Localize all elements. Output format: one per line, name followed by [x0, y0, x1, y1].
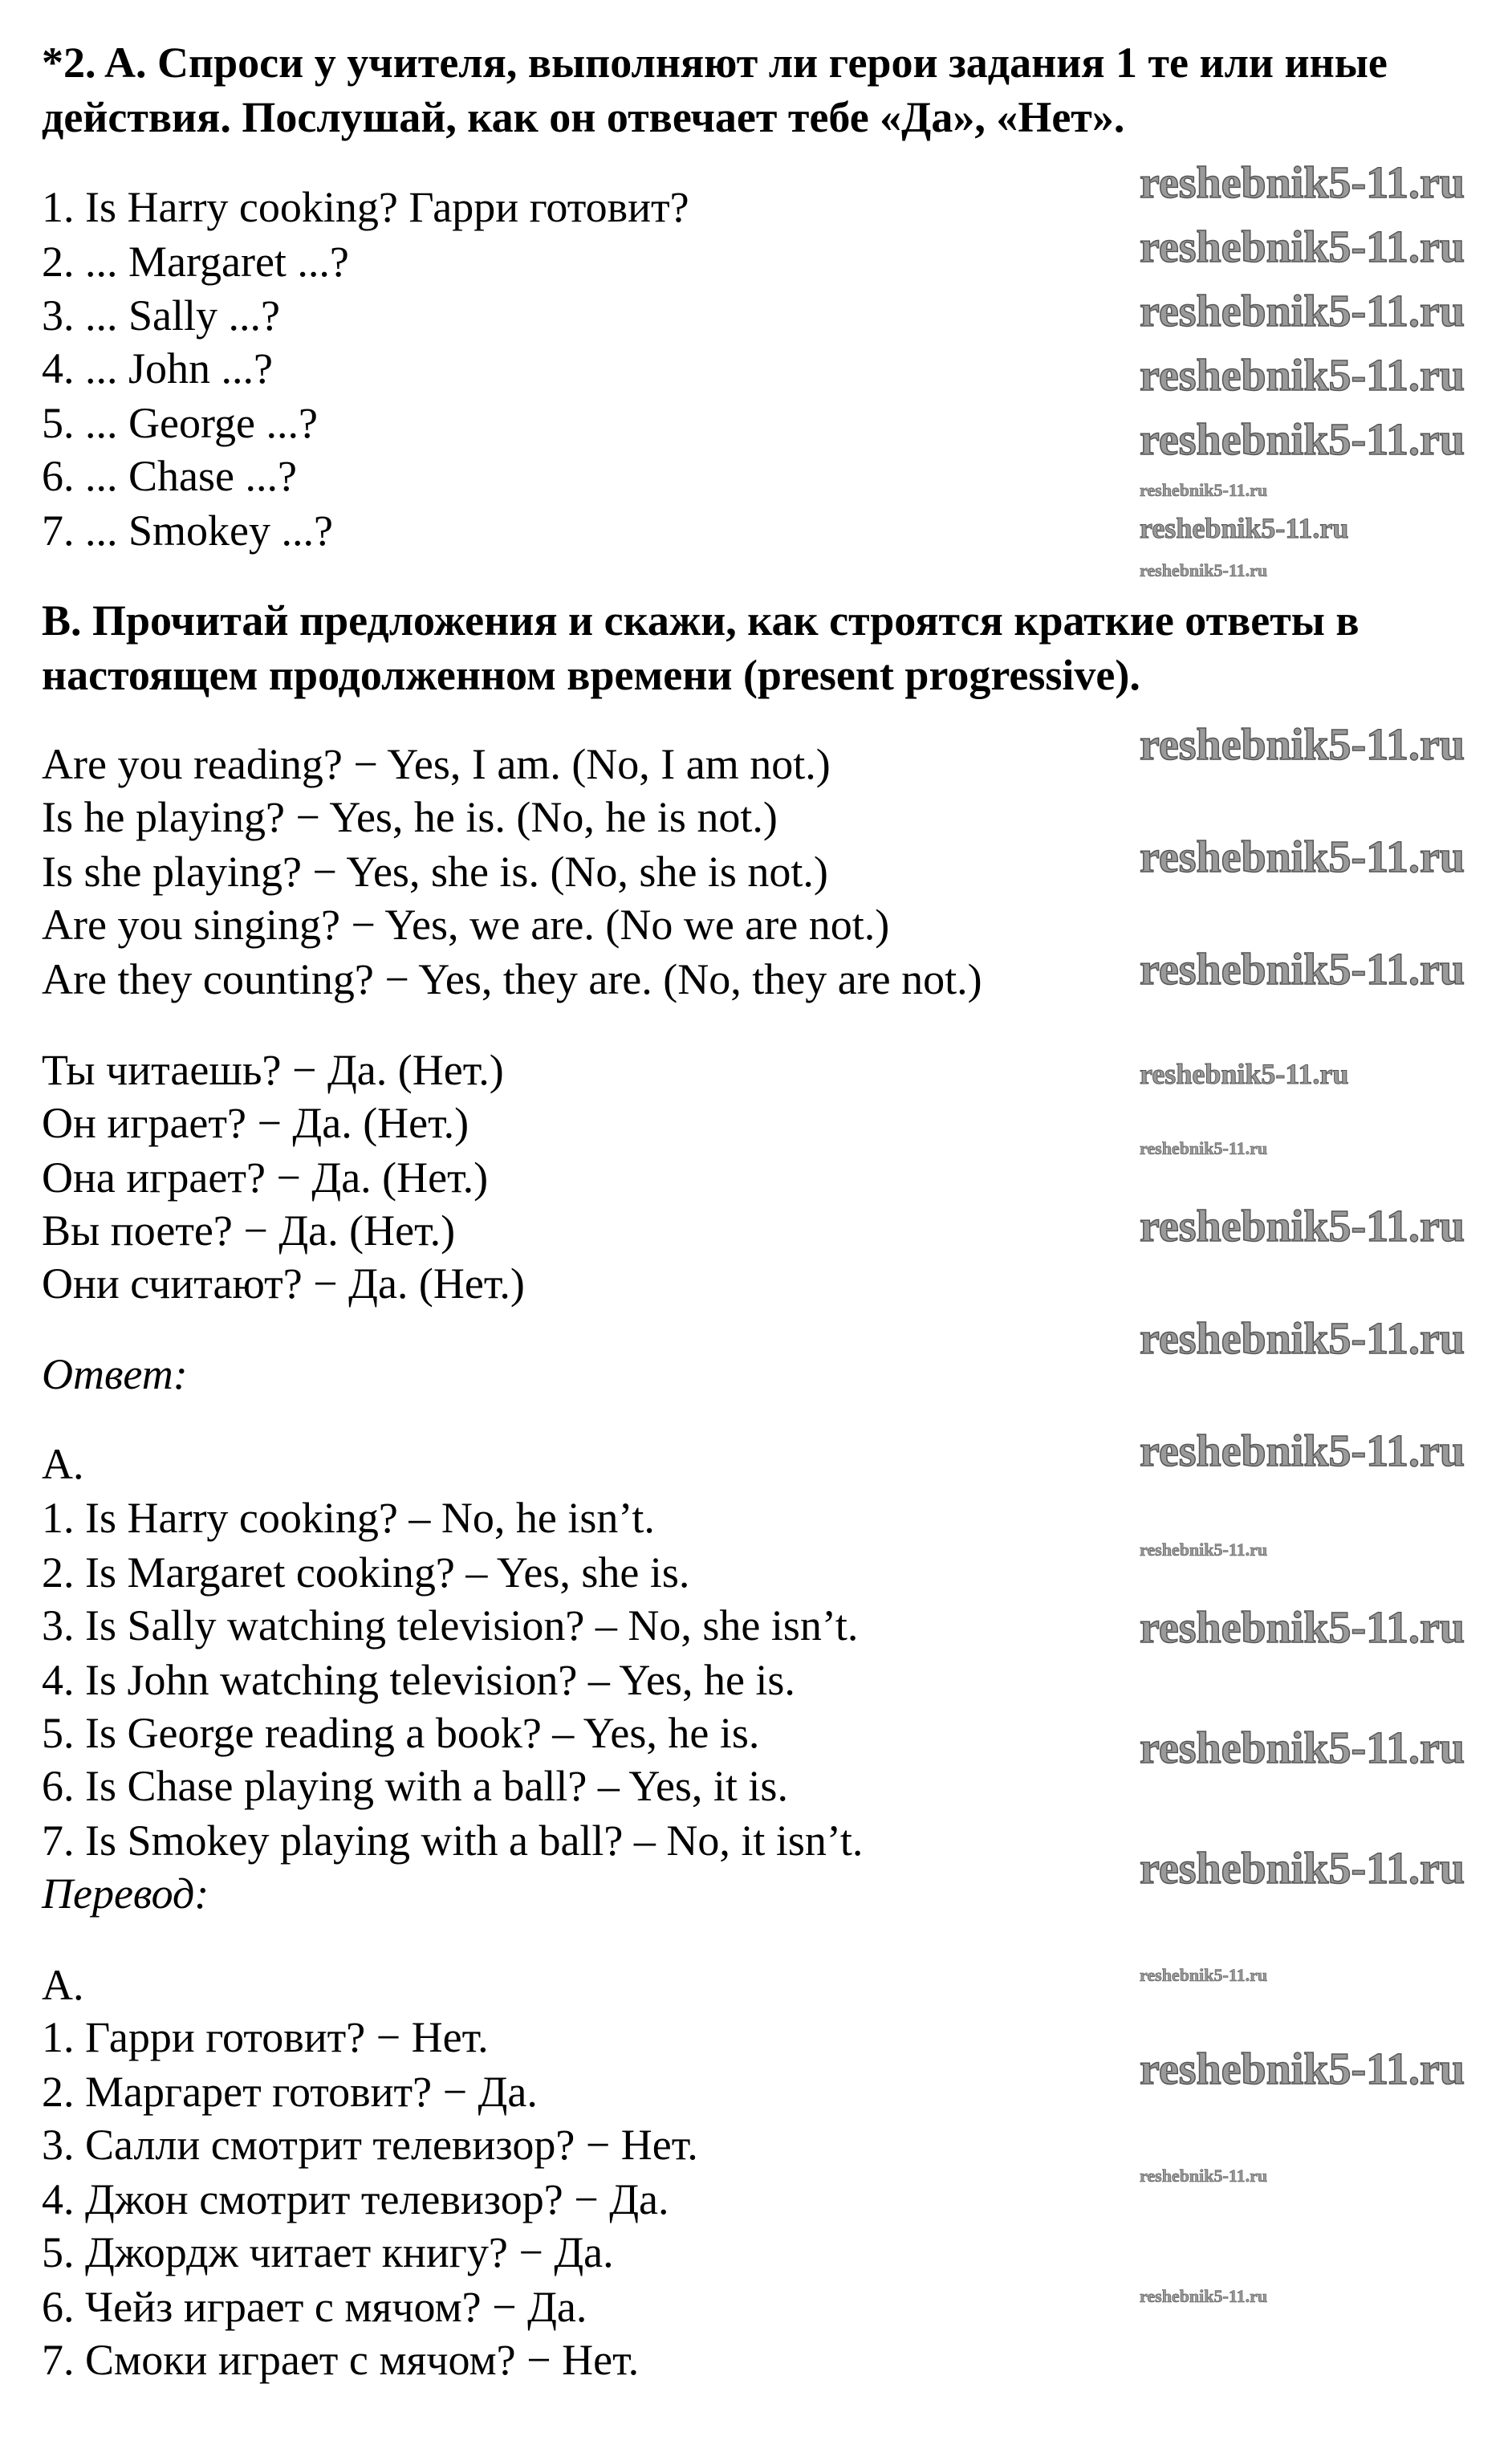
task-item: 7. ... Smokey ...?: [42, 506, 333, 555]
watermark: reshebnik5-11.ru: [1140, 1058, 1349, 1090]
watermark: reshebnik5-11.ru: [1140, 158, 1465, 208]
russian-example: Они считают? − Да. (Нет.): [42, 1259, 525, 1308]
answer-label: Ответ:: [42, 1350, 188, 1398]
watermark: reshebnik5-11.ru: [1140, 2166, 1268, 2186]
task-b-line-2: настоящем продолженном времени (present progressive).: [42, 651, 1140, 699]
answer-item: 4. Is John watching television? – Yes, he is.: [42, 1656, 795, 1704]
watermark: reshebnik5-11.ru: [1140, 512, 1349, 544]
russian-example: Она играет? − Да. (Нет.): [42, 1153, 489, 1202]
translation-item: 1. Гарри готовит? − Нет.: [42, 2013, 489, 2061]
translation-item: 3. Салли смотрит телевизор? − Нет.: [42, 2121, 698, 2169]
answer-item: 1. Is Harry cooking? – No, he isn’t.: [42, 1494, 655, 1542]
watermark: reshebnik5-11.ru: [1140, 1314, 1465, 1364]
task-item: 2. ... Margaret ...?: [42, 238, 349, 286]
translation-item: 5. Джордж читает книгу? − Да.: [42, 2228, 614, 2276]
english-example: Is she playing? − Yes, she is. (No, she is not.): [42, 848, 828, 896]
translation-item: 7. Смоки играет с мячом? − Нет.: [42, 2336, 640, 2384]
watermark: reshebnik5-11.ru: [1140, 1202, 1465, 1251]
watermark: reshebnik5-11.ru: [1140, 560, 1268, 580]
english-example: Are they counting? − Yes, they are. (No, they are not.): [42, 955, 982, 1003]
russian-example: Ты читаешь? − Да. (Нет.): [42, 1046, 504, 1094]
watermark: reshebnik5-11.ru: [1140, 2286, 1268, 2306]
answer-item: 7. Is Smokey playing with a ball? – No, it isn’t.: [42, 1816, 864, 1865]
answer-item: 2. Is Margaret cooking? – Yes, she is.: [42, 1548, 690, 1597]
watermark: reshebnik5-11.ru: [1140, 2044, 1465, 2094]
translation-label: Перевод:: [42, 1869, 209, 1918]
translation-section: A.: [42, 1961, 84, 2009]
watermark: reshebnik5-11.ru: [1140, 945, 1465, 995]
translation-item: 6. Чейз играет с мячом? − Да.: [42, 2283, 587, 2331]
english-example: Is he playing? − Yes, he is. (No, he is not.): [42, 793, 778, 841]
watermark: reshebnik5-11.ru: [1140, 1965, 1268, 1985]
watermark: reshebnik5-11.ru: [1140, 222, 1465, 272]
watermark: reshebnik5-11.ru: [1140, 351, 1465, 401]
english-example: Are you singing? − Yes, we are. (No we are not.): [42, 901, 890, 949]
answer-item: 5. Is George reading a book? – Yes, he is.: [42, 1709, 760, 1757]
watermark: reshebnik5-11.ru: [1140, 480, 1268, 500]
watermark: reshebnik5-11.ru: [1140, 720, 1465, 770]
answer-item: 3. Is Sally watching television? – No, she isn’t.: [42, 1601, 859, 1650]
watermark: reshebnik5-11.ru: [1140, 1426, 1465, 1476]
watermark: reshebnik5-11.ru: [1140, 287, 1465, 336]
task-item: 1. Is Harry cooking? Гарри готовит?: [42, 183, 689, 231]
translation-item: 2. Маргарет готовит? − Да.: [42, 2068, 538, 2116]
watermark: reshebnik5-11.ru: [1140, 1540, 1268, 1560]
task-b-line-1: B. Прочитай предложения и скажи, как строятся краткие ответы в: [42, 596, 1360, 645]
answer-section: A.: [42, 1440, 84, 1488]
watermark: reshebnik5-11.ru: [1140, 1844, 1465, 1894]
task-item: 3. ... Sally ...?: [42, 291, 280, 340]
task-item: 4. ... John ...?: [42, 344, 273, 393]
watermark: reshebnik5-11.ru: [1140, 1603, 1465, 1653]
translation-item: 4. Джон смотрит телевизор? − Да.: [42, 2175, 669, 2223]
task-title-line-1: *2. A. Спроси у учителя, выполняют ли герои задания 1 те или иные: [42, 39, 1388, 87]
watermark: reshebnik5-11.ru: [1140, 1723, 1465, 1773]
task-item: 5. ... George ...?: [42, 399, 318, 447]
task-item: 6. ... Chase ...?: [42, 452, 297, 500]
task-title-line-2: действия. Послушай, как он отвечает тебе «Да», «Нет».: [42, 93, 1125, 141]
watermark: reshebnik5-11.ru: [1140, 1138, 1268, 1158]
answer-item: 6. Is Chase playing with a ball? – Yes, it is.: [42, 1762, 788, 1810]
watermark: reshebnik5-11.ru: [1140, 832, 1465, 882]
russian-example: Вы поете? − Да. (Нет.): [42, 1206, 456, 1255]
russian-example: Он играет? − Да. (Нет.): [42, 1099, 469, 1147]
english-example: Are you reading? − Yes, I am. (No, I am not.): [42, 740, 831, 788]
watermark: reshebnik5-11.ru: [1140, 415, 1465, 465]
